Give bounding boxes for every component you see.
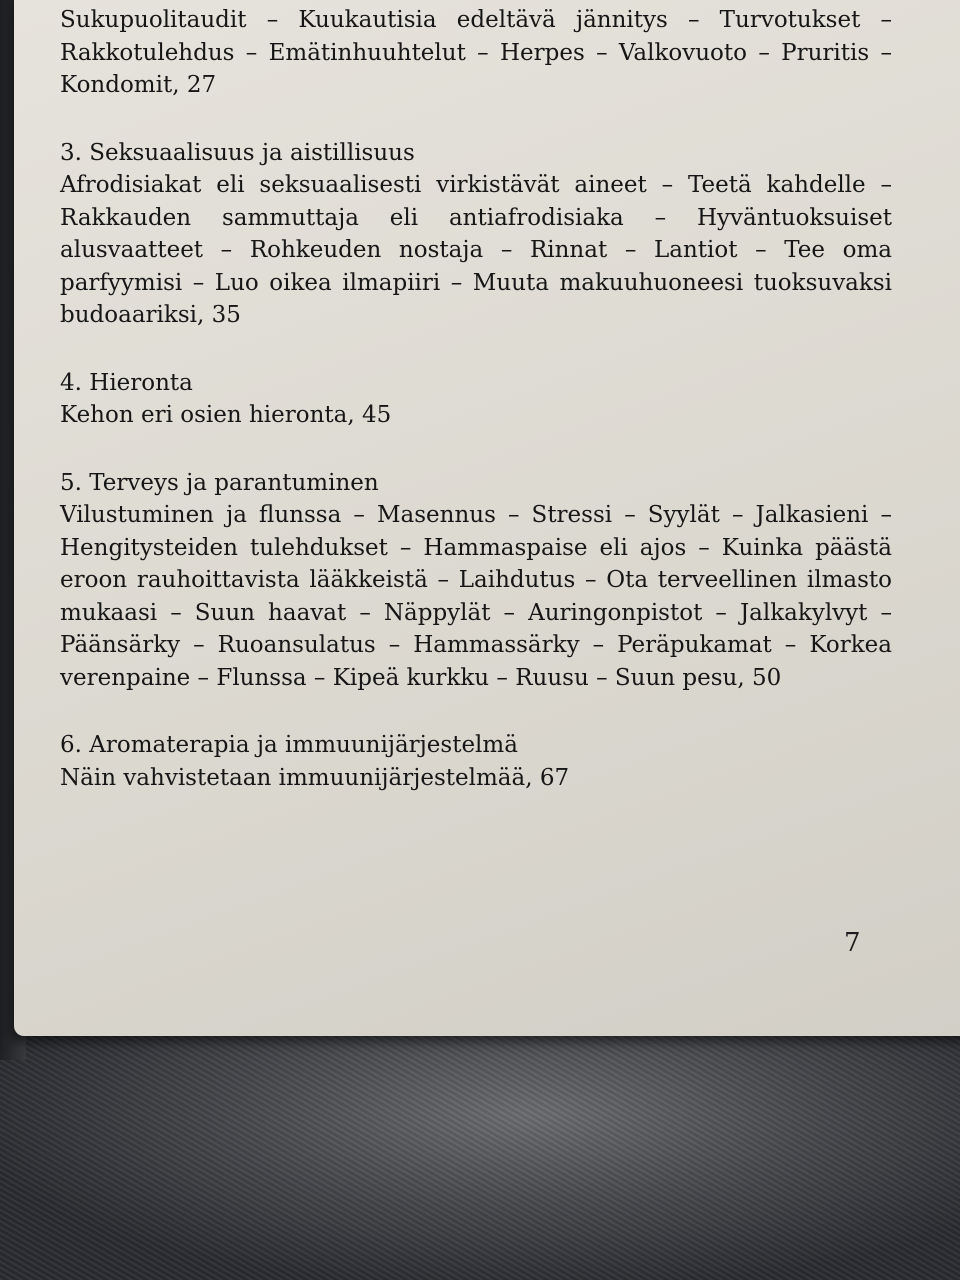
toc-section-body: Afrodisiakat eli seksuaalisesti virkistävät aineet – Teetä kahdelle – Rakkauden sammuttaja eli antiafrodisiaka – Hyväntuoksuiset alusvaatteet – Rohkeuden nostaja – Rinnat – Lantiot – Tee oma parfyymisi – Luo oikea ilmapiiri – Muuta makuuhuoneesi tuoksuvaksi budoaariksi, 35 <box>60 172 892 328</box>
toc-section-continued <box>60 4 892 102</box>
toc-section-heading: 6. Aromaterapia ja immuunijärjestelmä <box>60 732 518 758</box>
toc-section-5 <box>60 467 892 695</box>
toc-section-heading: 4. Hieronta <box>60 369 193 396</box>
book-page <box>14 0 960 1036</box>
toc-section-body: Vilustuminen ja flunssa – Masennus – Stressi – Syylät – Jalkasieni – Hengitysteiden tulehdukset – Hammaspaise eli ajos – Kuinka päästä eroon rauhoittavista lääkkeistä – Laihdutus – Ota terveellinen ilmasto mukaasi – Suun haavat – Näppylät – Auringonpistot – Jalkakylvyt – Päänsärky – Ruoansulatus – Hammassärky – Peräpukamat – Korkea verenpaine – Flunssa – Kipeä kurkku – Ruusu – Suun pesu, 50 <box>60 502 892 691</box>
toc-section-heading: 5. Terveys ja parantuminen <box>60 469 379 496</box>
toc-section-body: Näin vahvistetaan immuunijärjestelmää, 67 <box>60 764 570 791</box>
toc-section-4 <box>60 367 892 432</box>
toc-section-body: Sukupuolitaudit – Kuukautisia edeltävä jännitys – Turvotukset – Rakkotulehdus – Emätinhuuhtelut – Herpes – Valkovuoto – Pruritis – Kondomit, 27 <box>60 7 892 98</box>
toc-section-heading: 3. Seksuaalisuus ja aistillisuus <box>60 139 415 166</box>
toc-section-3 <box>60 137 892 332</box>
toc-section-body: Kehon eri osien hieronta, 45 <box>60 402 392 428</box>
toc-section-6 <box>60 729 892 794</box>
table-of-contents <box>60 0 892 794</box>
page-number: 7 <box>844 928 861 958</box>
